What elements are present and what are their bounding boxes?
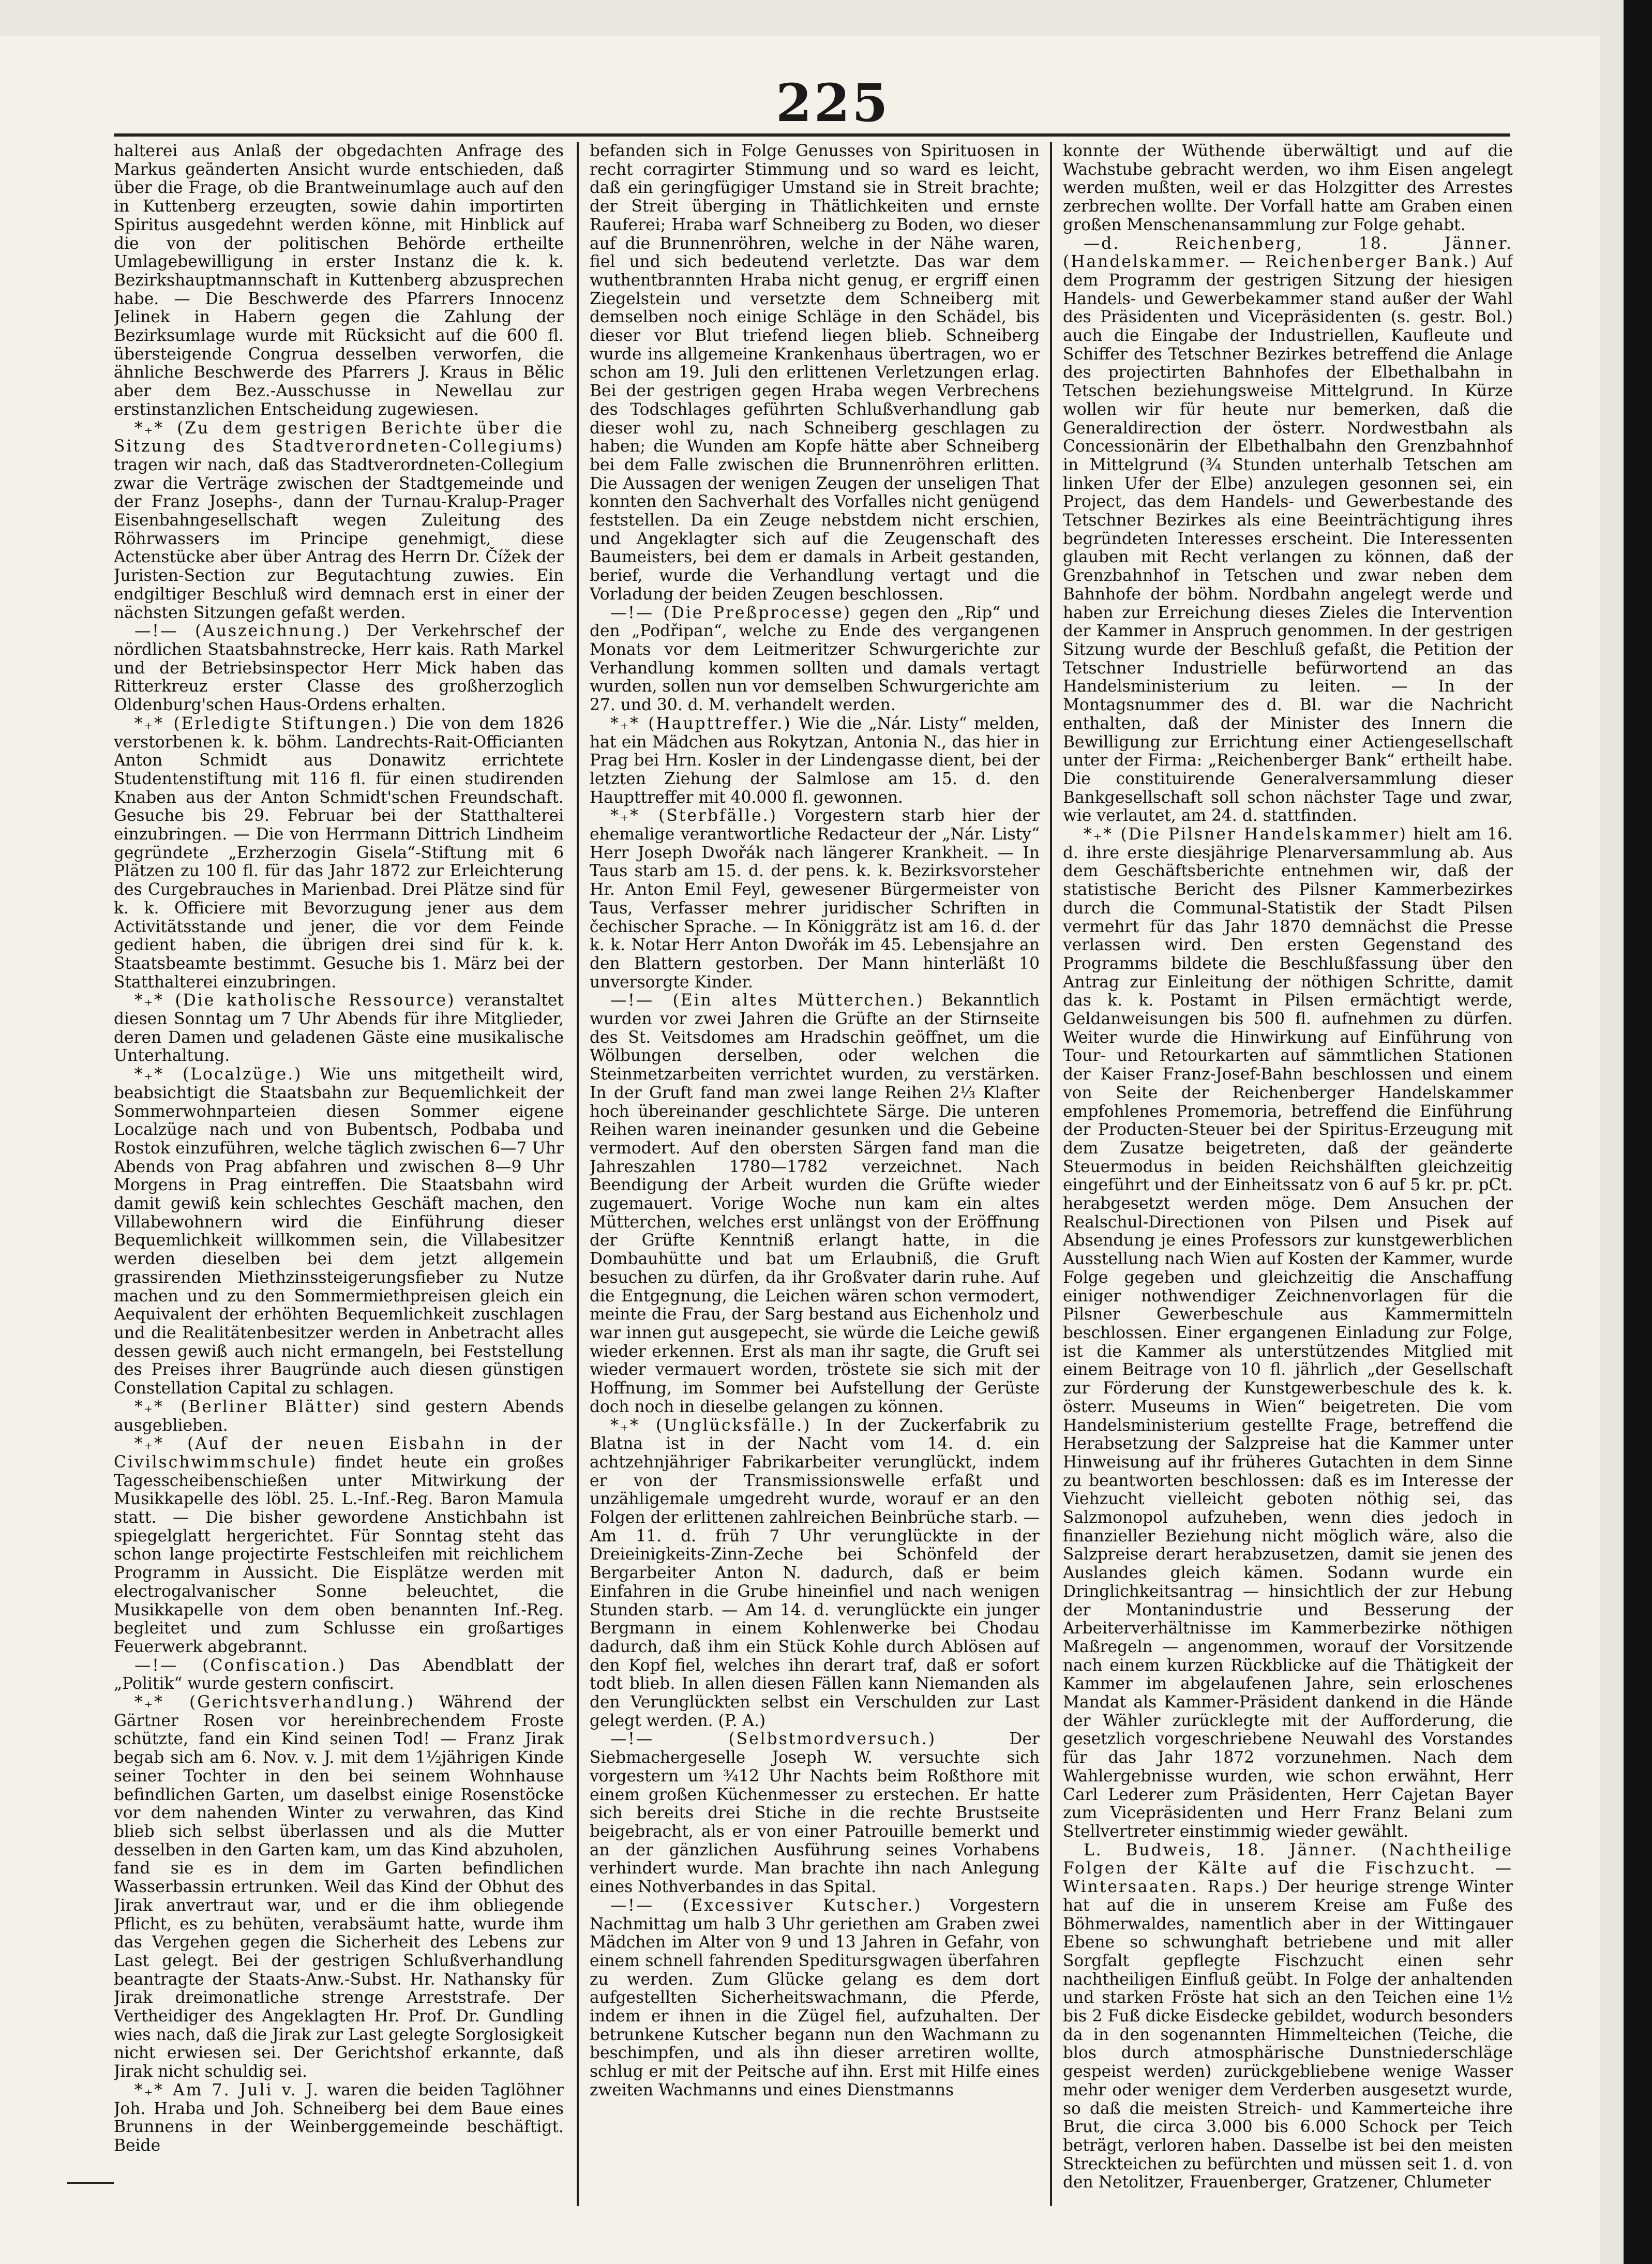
article-heading: *₊* (Berliner Blätter) [134,1397,361,1416]
article-heading: *₊* Am 7. Juli v. J. [134,2080,320,2100]
scan-edge-top [0,0,1652,36]
article-text: In der Zuckerfabrik zu Blatna ist in der Nacht vom 14. d. ein achtzehnjähriger Fabrikarbeiter verunglückt, indem er von der Transmissionswelle erfaßt und unzähligemale umgedreht wurde, worauf er an den Folgen der erlittenen zahlreichen Beinbrüche starb. — Am 11. d. früh 7 Uhr verunglückte in der Dreieinigkeits-Zinn-Zeche bei Schönfeld der Bergarbeiter Anton N. dadurch, daß er beim Einfahren in die Grube hineinfiel und nach wenigen Stunden starb. — Am 14. d. verunglückte ein junger Bergmann in einem Kohlenwerke bei Chodau dadurch, daß ihm ein Stück Kohle durch Ablösen auf den Kopf fiel, welches ihn derart traf, daß er sofort todt blieb. In allen diesen Fällen kann Niemanden als den Verunglückten selbst ein Verschulden zur Last gelegt werden. (P. A.) [590,1416,1040,1730]
article-paragraph [590,142,1040,604]
article-heading: *₊* (Localzüge.) [134,1065,303,1084]
article-heading: *₊* (Unglücksfälle.) [610,1416,812,1435]
article-text: Der heurige strenge Winter hat auf die in unserem Kreise am Fuße des Böhmerwaldes, namentlich aber in der Wittingauer Ebene so schwunghaft betriebene und mit aller Sorgfalt gepflegte Fischzucht einen sehr nachtheiligen Einfluß geübt. In Folge der anhaltenden und starken Fröste hat sich an den Teichen eine 1½ bis 2 Fuß dicke Eisdecke gebildet, wodurch besonders da in den sogenannten Himmelteichen (Teiche, die blos durch atmosphärische Dunstniederschläge gespeist werden) zurückgebliebene wenige Wasser mehr oder weniger dem Verderben ausgesetzt wurde, so daß die meisten Streich- und Kammerteiche ihre Brut, die circa 3.000 bis 6.000 Schock per Teich beträgt, verloren haben. Dasselbe ist bei den meisten Streckteichen zu befürchten und müssen seit 1. d. von den Netolitzer, Frauenberger, Gratzener, Chlumeter [1063,1878,1513,2192]
article-heading: *₊* (Sterbfälle.) [610,806,777,826]
article-text: Die von dem 1826 verstorbenen k. k. böhm. Landrechts-Rait-Officianten Anton Schmidt aus Donawitz errichtete Studentenstiftung mit 116 fl. für einen studirenden Knaben aus der Anton Schmidt'schen Freundschaft. Gesuche bis 29. Februar bei der Statthalterei einzubringen. — Die von Herrmann Dittrich Lindheim gegründete „Erzherzogin Gisela“-Stiftung mit 6 Plätzen zu 100 fl. für das Jahr 1872 zur Erleichterung des Curgebrauches in Marienbad. Drei Plätze sind für k. k. Officiere mit Bevorzugung jener aus dem Activitätsstande und jener, die vor dem Feinde gedient haben, die übrigen drei sind für k. k. Staatsbeamte bestimmt. Gesuche bis 1. März bei der Statthalterei einzubringen. [114,714,564,992]
article-text: Auf dem Programm der gestrigen Sitzung der hiesigen Handels- und Gewerbekammer stand außer der Wahl des Präsidenten und Vicepräsidenten (s. gestr. Bol.) auch die Eingabe der Industriellen, Kaufleute und Schiffer des Tetschner Bezirkes betreffend die Anlage des projectirten Bahnhofes der Elbethalbahn in Tetschen beziehungsweise Mittelgrund. In Kürze wollen wir für heute nur bemerken, daß die Generaldirection der österr. Nordwestbahn als Concessionärin der Elbethalbahn den Grenzbahnhof in Mittelgrund (¾ Stunden unterhalb Tetschen am linken Ufer der Elbe) anzulegen gesonnen sei, ein Project, das dem Handels- und Gewerbestande des Tetschner Bezirkes als eine Beeinträchtigung ihres begründeten Interesses erscheint. Die Interessenten glauben mit Recht verlangen zu können, daß der Grenzbahnhof in Tetschen und zwar neben dem Bahnhofe der böhm. Nordbahn angelegt werde und haben zur Erreichung dieses Zieles die Intervention der Kammer in Anspruch genommen. In der gestrigen Sitzung wurde der Beschluß gefaßt, die Petition der Tetschner Industrielle befürwortend an das Handelsministerium zu leiten. — In der Montagsnummer des d. Bl. war die Nachricht enthalten, daß der Minister des Innern die Bewilligung zur Errichtung einer Actiengesellschaft unter der Firma: „Reichenberger Bank“ ertheilt habe. Die constituirende Generalversammlung dieser Bankgesellschaft soll schon nächster Tage und zwar, wie verlautet, am 24. d. stattfinden. [1063,252,1513,826]
article-heading: —!— (Ein altes Mütterchen.) [610,991,924,1010]
article-paragraph [114,992,564,1066]
article-text: Der Verkehrschef der nördlichen Staatsbahnstrecke, Herr kais. Rath Markel und der Betriebsinspector Herr Mick haben das Ritterkreuz erster Classe des großherzoglich Oldenburg'schen Haus-Ordens erhalten. [114,622,564,715]
margin-dash [67,2182,114,2184]
article-heading: —!— (Auszeichnung.) [134,622,351,641]
column-2 [590,142,1040,2206]
article-text: Der Siebmachergeselle Joseph W. versuchte sich vorgestern um ³⁄₄12 Uhr Nachts beim Roßthore mit einem großen Küchenmesser zu erstechen. Er hatte sich bereits drei Stiche in die rechte Brustseite beigebracht, als er von einer Patrouille bemerkt und an der gänzlichen Ausführung seines Vorhabens verhindert wurde. Man brachte ihn nach Anlegung eines Nothverbandes in das Spital. [590,1730,1040,1897]
article-paragraph [114,1435,564,1656]
article-heading: *₊* (Die katholische Ressource) [134,991,456,1010]
article-heading: *₊* (Erledigte Stiftungen.) [134,714,398,733]
article-text: Das Abendblatt der „Politik“ wurde gestern confiscirt. [114,1656,564,1693]
article-text: befanden sich in Folge Genusses von Spirituosen in recht corragirter Stimmung und so ward es leicht, daß ein geringfügiger Umstand sie in Streit brachte; der Streit überging in Thätlichkeiten und ernste Rauferei; Hraba warf Schneiberg zu Boden, wo dieser auf die Brunnenröhren, welche in der Nähe waren, fiel und sich bedeutend verletzte. Das war dem wuthentbrannten Hraba nicht genug, er ergriff einen Ziegelstein und versetzte dem Schneiberg mit demselben noch einige Schläge in den Schädel, bis dieser vor Blut triefend liegen blieb. Schneiberg wurde ins allgemeine Krankenhaus übertragen, wo er schon am 19. Juli den erlittenen Verletzungen erlag. Bei der gestrigen gegen Hraba wegen Verbrechens des Todschlages geführten Schlußverhandlung gab dieser wohl zu, nach Schneiberg geschlagen zu haben; die Wunden am Kopfe hätte aber Schneiberg bei dem Falle zwischen die Brunnenröhren erlitten. Die Aussagen der wenigen Zeugen der unseligen That konnten den Sachverhalt des Vorfalles nicht genügend feststellen. Da ein Zeuge nebstdem nicht erschien, und Angeklagter sich auf die Zeugenschaft des Baumeisters, bei dem er damals in Arbeit gestanden, berief, wurde die Verhandlung vertagt und die Vorladung der beiden Zeugen beschlossen. [590,142,1040,604]
article-paragraph [114,1693,564,2081]
article-heading: —!— (Excessiver Kutscher.) [610,1896,922,1915]
column-1 [114,142,564,2206]
article-paragraph [590,1730,1040,1896]
article-text: hielt am 16. d. ihre erste diesjährige Plenarversammlung ab. Aus dem Geschäftsberichte entnehmen wir, daß der statistische Bericht des Pilsner Kammerbezirkes durch die Communal-Statistik der Stadt Pilsen vermehrt für das Jahr 1870 demnächst die Presse verlassen wird. Den ersten Gegenstand des Programms bildete die Beschlußfassung über den Antrag zur Einleitung der nöthigen Schritte, damit das k. k. Postamt in Pilsen ermächtigt werde, Geldanweisungen bis 500 fl. aufnehmen zu dürfen. Weiter wurde die Hinwirkung auf Einführung von Tour- und Retourkarten auf sämmtlichen Stationen der Kaiser Franz-Josef-Bahn beschlossen und einem von Seite der Reichenberger Handelskammer empfohlenes Promemoria, betreffend die Einführung der Producten-Steuer bei der Spiritus-Erzeugung mit dem Zusatze beigetreten, daß der geänderte Steuermodus in beiden Reichshälften gleichzeitig eingeführt und der Einheitssatz von 6 auf 5 kr. pr. pCt. herabgesetzt werden möge. Dem Ansuchen der Realschul-Directionen von Pilsen und Pisek auf Absendung je eines Professors zur kunstgewerblichen Ausstellung nach Wien auf Kosten der Kammer, wurde Folge gegeben und gleichzeitig die Anschaffung einiger nothwendiger Zeichnenvorlagen für die Pilsner Gewerbeschule aus Kammermitteln beschlossen. Einer ergangenen Einladung zur Folge, ist die Kammer als unterstützendes Mitglied mit einem Beitrage von 10 fl. jährlich „der Gesellschaft zur Förderung der Kunstgewerbeschule des k. k. österr. Museums in Wien“ beigetreten. Die vom Handelsministerium gestellte Frage, betreffend die Herabsetzung der Salzpreise hat die Kammer unter Hinweisung auf ihr früheres Gutachten in dem Sinne zu beantworten beschlossen: daß es im Interesse der Viehzucht vielleicht geboten nöthig sei, das Salzmonopol aufzuheben, wenn dies jedoch in finanzieller Beziehung nicht möglich wäre, also die Salzpreise derart herabzusetzen, damit sie jenen des Auslandes gleich kämen. Sodann wurde ein Dringlichkeitsantrag — hinsichtlich der zur Hebung der Montanindustrie und Besserung der Arbeiterverhältnisse im Kammerbezirke nöthigen Maßregeln — angenommen, worauf der Vorsitzende nach einem kurzen Rückblicke auf die Thätigkeit der Kammer im abgelaufenen Jahre, sein erloschenes Mandat als Kammer-Präsident dankend in die Hände der Wähler zurücklegte mit der Aufforderung, die gesetzlich vorgeschriebene Neuwahl des Vorstandes für das Jahr 1872 vorzunehmen. Nach dem Wahlergebnisse wurden, wie schon erwähnt, Herr Carl Lederer zum Präsidenten, Herr Cajetan Bayer zum Vicepräsidenten und Herr Franz Belani zum Stellvertreter einstimmig wieder gewählt. [1063,825,1513,1841]
scan-edge-right [1624,0,1652,2264]
article-text: Vorgestern Nachmittag um halb 3 Uhr geriethen am Graben zwei Mädchen im Alter von 9 und 13 Jahren in Gefahr, von einem schnell fahrenden Speditursgwagen überfahren zu werden. Zum Glücke gelang es dem dort aufgestellten Sicherheitswachmann, die Pferde, indem er ihnen in die Zügel fiel, aufzuhalten. Der betrunkene Kutscher begann nun den Wachmann zu beschimpfen, und als ihn dieser arretiren wollte, schlug er mit der Peitsche auf ihn. Erst mit Hilfe eines zweiten Wachmanns und eines Dienstmanns [590,1896,1040,2100]
article-paragraph [114,715,564,992]
article-paragraph [114,1398,564,1435]
header-rule [114,133,1510,137]
article-text: Während der Gärtner Rosen vor hereinbrechendem Froste schützte, fand ein Kind seinen Tod! — Franz Jirak begab sich am 6. Nov. v. J. mit dem 1½jährigen Kinde seiner Tochter in den bei seinem Wohnhause befindlichen Garten, um daselbst einige Rosenstöcke vor dem nahenden Winter zu verwahren, das Kind blieb sich selbst überlassen und als die Mutter desselben in den Garten kam, um das Kind abzuholen, fand sie es in dem im Garten befindlichen Wasserbassin ertrunken. Weil das Kind der Obhut des Jirak anvertraut war, und er die ihm obliegende Pflicht, es zu behüten, verabsäumt hatte, wurde ihm das Vergehen gegen die Sicherheit des Lebens zur Last gelegt. Bei der gestrigen Schlußverhandlung beantragte der Staats-Anw.-Subst. Hr. Nathansky für Jirak dreimonatliche strenge Arreststrafe. Der Vertheidiger des Angeklagten Hr. Prof. Dr. Gundling wies nach, daß die Jirak zur Last gelegte Sorglosigkeit nicht erwiesen sei. Der Gerichtshof erkannte, daß Jirak nicht schuldig sei. [114,1693,564,2081]
article-text: sind gestern Abends ausgeblieben. [114,1397,564,1435]
article-paragraph [590,992,1040,1416]
article-paragraph [1063,826,1513,1841]
article-paragraph [114,2081,564,2155]
article-heading: *₊* (Gerichtsverhandlung.) [134,1693,415,1712]
article-text: waren die beiden Taglöhner Joh. Hraba und Joh. Schneiberg bei dem Baue eines Brunnens in der Weinberggemeinde beschäftigt. Beide [114,2080,564,2155]
article-text: findet heute ein großes Tagesscheibenschießen unter Mitwirkung der Musikkapelle des löbl. 25. L.-Inf.-Reg. Baron Mamula statt. — Die bisher gewordene Anstichbahn ist spiegelglatt hergerichtet. Für Sonntag steht das schon lange projectirte Festschleifen mit reichlichem Programm in Aussicht. Die Eisplätze werden mit electrogalvanischer Sonne beleuchtet, die Musikkapelle von dem oben benannten Inf.-Reg. begleitet und zum Schlusse ein großartiges Feuerwerk abgebrannt. [114,1452,564,1656]
page-number: 225 [776,72,890,133]
article-paragraph [590,604,1040,715]
article-paragraph [114,419,564,623]
article-heading: —!— (Confiscation.) [134,1656,347,1675]
article-text: gegen den „Rip“ und den „Podřipan“, welche zu Ende des vergangenen Monats vor dem Leitmeritzer Schwurgerichte zur Verhandlung kommen sollten und damals vertagt wurden, sollen nun vor demselben Schwurgerichte am 27. und 30. d. M. verhandelt werden. [590,603,1040,715]
article-heading: —d. Reichenberg, 18. Jänner. (Handelskammer. — Reichenberger Bank.) [1063,234,1513,272]
column-rule-1 [577,142,579,2206]
column-3 [1063,142,1513,2206]
article-text: tragen wir nach, daß das Stadtverordneten-Collegium zwar die Verträge zwischen der Stadtgemeinde und der Franz Josephs-, dann der Turnau-Kralup-Prager Eisenbahngesellschaft wegen Zuleitung des Röhrwassers im Principe genehmigt, diese Actenstücke aber über Antrag des Herrn Dr. Čížek der Juristen-Section zur Begutachtung zuwies. Ein endgiltiger Beschluß wird demnach erst in einer der nächsten Sitzungen gefaßt werden. [114,455,564,622]
article-heading: *₊* (Auf der neuen Eisbahn in der Civilschwimmschule) [114,1434,564,1472]
article-text: konnte der Wüthende überwältigt und auf die Wachstube gebracht werden, wo ihm Eisen angelegt werden mußten, weil er das Holzgitter des Arrestes zerbrechen wollte. Der Vorfall hatte am Graben einen großen Menschenansammlung zur Folge gehabt. [1063,142,1513,234]
scan-edge-right-inner [1600,0,1624,2264]
article-paragraph [1063,235,1513,826]
article-paragraph [114,1657,564,1693]
article-text: Wie uns mitgetheilt wird, beabsichtigt die Staatsbahn zur Bequemlichkeit der Sommerwohnparteien diesen Sommer eigene Localzüge nach und von Bubentsch, Podbaba und Rostok einzuführen, welche täglich zwischen 6—7 Uhr Abends von Prag abfahren und zwischen 8—9 Uhr Morgens in Prag eintreffen. Die Staatsbahn wird damit gewiß kein schlechtes Geschäft machen, den Villabewohnern wird die Einführung dieser Bequemlichkeit willkommen sein, die Villabesitzer werden dieselben bei dem jetzt allgemein grassirenden Miethzinssteigerungsfieber zu Nutze machen und zu den Sommermiethpreisen gleich ein Aequivalent der erhöhten Bequemlichkeit zuschlagen und die Realitätenbesitzer werden in Anbetracht alles dessen gewiß auch nicht ermangeln, bei Feststellung des Preises ihrer Baugründe auch diesen günstigen Constellation Capital zu schlagen. [114,1065,564,1398]
article-heading: *₊* (Die Pilsner Handelskammer) [1084,825,1407,844]
article-paragraph [1063,142,1513,235]
article-paragraph [590,1897,1040,2100]
article-text: Wie die „Nár. Listy“ melden, hat ein Mädchen aus Rokytzan, Antonia N., das hier in Prag bei Hrn. Kosler in der Lindengasse dient, bei der letzten Ziehung der Salmlose am 15. d. den Haupttreffer mit 40.000 fl. gewonnen. [590,714,1040,807]
article-text: Vorgestern starb hier der ehemalige verantwortliche Redacteur der „Nár. Listy“ Herr Joseph Dwořák nach längerer Krankheit. — In Taus starb am 15. d. der pens. k. k. Bezirksvorsteher Hr. Anton Emil Feyl, gewesener Bürgermeister von Taus, Verfasser mehrer juridischer Schriften in čechischer Sprache. — In Königgrätz ist am 16. d. der k. k. Notar Herr Anton Dwořák im 45. Lebensjahre an den Blattern gestorben. Der Mann hinterläßt 10 unversorgte Kinder. [590,806,1040,992]
article-heading: *₊* (Zu dem gestrigen Berichte über die Sitzung des Stadtverordneten-Collegiums) [114,418,564,456]
article-paragraph [114,622,564,715]
article-text: halterei aus Anlaß der obgedachten Anfrage des Markus geänderten Ansicht wurde entschieden, daß über die Frage, ob die Brantweinumlage auch auf den in Kuttenberg erzeugten, sowie dahin importirten Spiritus ausgedehnt werden könne, mit Hinblick auf die von der politischen Behörde ertheilte Umlagebewilligung in erster Instanz die k. k. Bezirkshauptmannschaft in Kuttenberg abzusprechen habe. — Die Beschwerde des Pfarrers Innocenz Jelinek in Habern gegen die Zahlung der Bezirksumlage wurde mit Rücksicht auf die 600 fl. übersteigende Congrua desselben verworfen, die ähnliche Beschwerde des Pfarrers J. Kraus in Bělic aber dem Bez.-Ausschusse in Newellau zur erstinstanzlichen Entscheidung zugewiesen. [114,142,564,419]
article-paragraph [114,1066,564,1398]
column-rule-2 [1050,142,1052,2206]
article-heading: —!— (Die Preßprocesse) [610,603,852,622]
article-text: veranstaltet diesen Sonntag um 7 Uhr Abends für ihre Mitglieder, deren Damen und geladenen Gäste eine musikalische Unterhaltung. [114,991,564,1066]
article-heading: —!— (Selbstmordversuch.) [610,1730,937,1749]
article-paragraph [590,715,1040,807]
article-heading: *₊* (Haupttreffer.) [610,714,792,733]
article-paragraph [590,1417,1040,1731]
article-paragraph [1063,1841,1513,2192]
article-heading: L. Budweis, 18. Jänner. (Nachtheilige Folgen der Kälte auf die Fischzucht. — Wintersaaten. Raps.) [1063,1840,1513,1897]
article-paragraph [590,807,1040,992]
article-paragraph [114,142,564,419]
article-text: Bekanntlich wurden vor zwei Jahren die Grüfte an der Stirnseite des St. Veitsdomes am Hradschin geöffnet, um die Wölbungen derselben, oder welchen die Steinmetzarbeiten verrichtet wurden, zu verstärken. In der Gruft fand man zwei lange Reihen 2⅓ Klafter hoch übereinander geschlichtete Särge. Die unteren Reihen waren ineinander gesunken und die Gebeine vermodert. Auf den obersten Särgen fand man die Jahreszahlen 1780—1782 verzeichnet. Nach Beendigung der Arbeit wurden die Grüfte wieder zugemauert. Vorige Woche nun kam ein altes Mütterchen, welches erst unlängst von der Eröffnung der Grüfte Kenntniß erlangt hatte, in die Dombauhütte und bat um Erlaubniß, die Gruft besuchen zu dürfen, da ihr Großvater darin ruhe. Auf die Entgegnung, die Leichen wären schon vermodert, meinte die Frau, der Sarg bestand aus Eichenholz und war innen gut ausgepecht, sie würde die Leiche gewiß wieder erkennen. Erst als man ihr sagte, die Gruft sei wieder vermauert worden, tröstete sie sich mit der Hoffnung, im Sommer bei Aufstellung der Gerüste doch noch in dieselbe gelangen zu können. [590,991,1040,1416]
